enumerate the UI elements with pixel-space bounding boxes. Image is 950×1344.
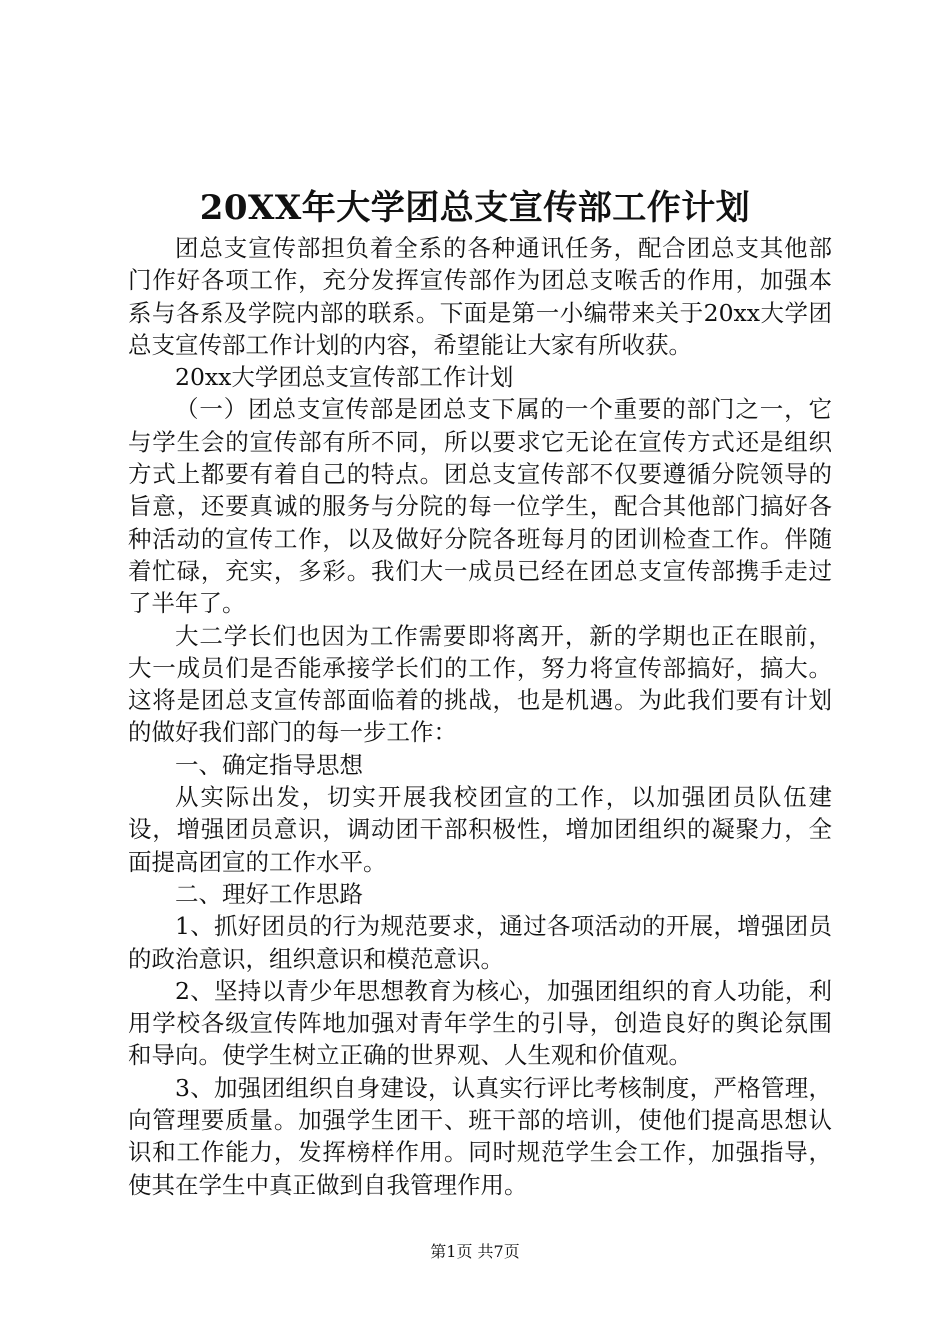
document-body (128, 232, 832, 1201)
body-paragraph: 从实际出发，切实开展我校团宣的工作，以加强团员队伍建设，增强团员意识，调动团干部积极性，增加团组织的凝聚力，全面提高团宣的工作水平。 (128, 783, 832, 876)
document-title: 20XX年大学团总支宣传部工作计划 (199, 188, 751, 228)
intro-paragraph: 团总支宣传部担负着全系的各种通讯任务，配合团总支其他部门作好各项工作，充分发挥宣传部作为团总支喉舌的作用，加强本系与各系及学院内部的联系。下面是第一小编带来关于20xx大学团总支宣传部工作计划的内容，希望能让大家有所收获。 (128, 234, 832, 359)
section-heading: 一、确定指导思想 (175, 750, 363, 779)
body-paragraph: 大二学长们也因为工作需要即将离开，新的学期也正在眼前，大一成员们是否能承接学长们的工作，努力将宣传部搞好，搞大。这将是团总支宣传部面临着的挑战，也是机遇。为此我们要有计划的做好我们部门的每一步工作： (128, 621, 832, 747)
list-item: 2、坚持以青少年思想教育为核心，加强团组织的育人功能，利用学校各级宣传阵地加强对青年学生的引导，创造良好的舆论氛围和导向。使学生树立正确的世界观、人生观和价值观。 (128, 976, 832, 1070)
section-heading: 二、理好工作思路 (175, 879, 363, 908)
list-item: 1、抓好团员的行为规范要求，通过各项活动的开展，增强团员的政治意识，组织意识和模范意识。 (128, 912, 832, 973)
subtitle-line: 20xx大学团总支宣传部工作计划 (175, 363, 514, 392)
page-footer: 第1页 共7页 (430, 1242, 520, 1261)
body-paragraph: （一）团总支宣传部是团总支下属的一个重要的部门之一，它与学生会的宣传部有所不同，所以要求它无论在宣传方式还是组织方式上都要有着自己的特点。团总支宣传部不仅要遵循分院领导的旨意，还要真诚的服务与分院的每一位学生，配合其他部门搞好各种活动的宣传工作，以及做好分院各班每月的团训检查工作。伴随着忙碌，充实，多彩。我们大一成员已经在团总支宣传部携手走过了半年了。 (128, 395, 832, 618)
list-item: 3、加强团组织自身建设，认真实行评比考核制度，严格管理，向管理要质量。加强学生团干、班干部的培训，使他们提高思想认识和工作能力，发挥榜样作用。同时规范学生会工作，加强指导，使其在学生中真正做到自我管理作用。 (128, 1073, 832, 1199)
